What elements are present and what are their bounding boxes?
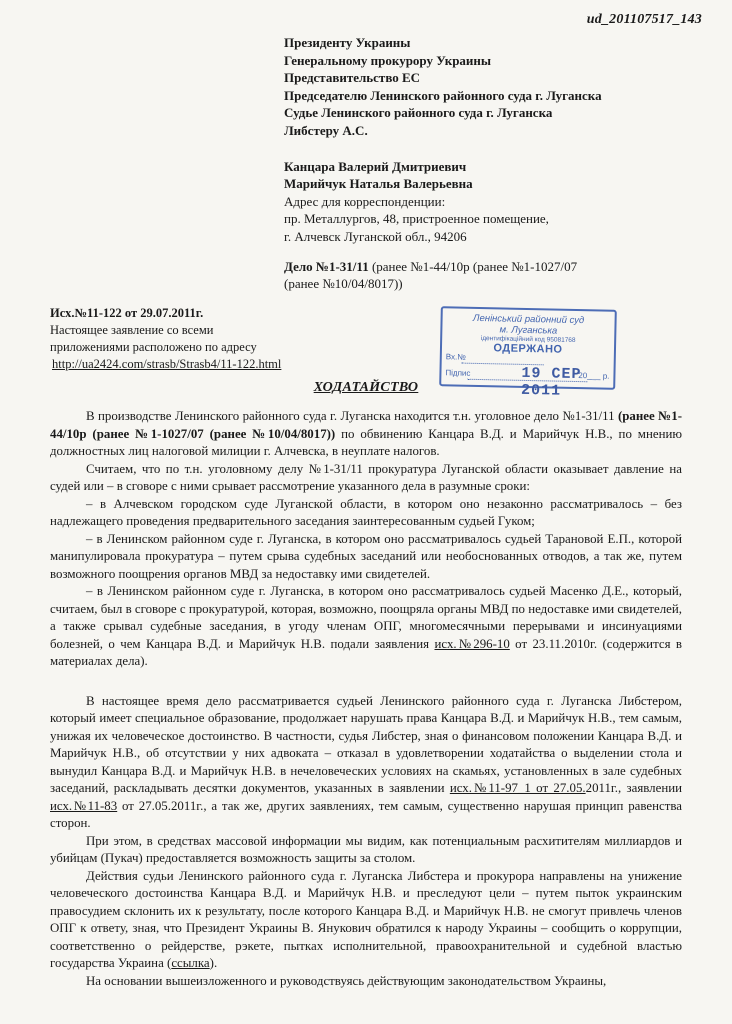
document-link[interactable]: исх.№296-10 bbox=[434, 636, 510, 651]
paragraph: При этом, в средствах массовой информации мы видим, как потенциальным расхитителям миллиардов и убийцам (Пукач) предоставляется возможность защиты за столом. bbox=[50, 833, 682, 865]
sender-name: Марийчук Наталья Валерьевна bbox=[284, 176, 473, 192]
paragraph: – в Ленинском районном суде г. Луганска, в котором оно рассматривалось судьей Тарановой Е.П., которой манипулировала прокуратура – путем срыва судебных заседаний или необоснованных отводов, а так же, путем возможного поощрения органов МВД за недоставку ими свидетелей. bbox=[50, 531, 682, 581]
paragraph: На основании вышеизложенного и руководствуясь действующим законодательством Украины, bbox=[86, 973, 607, 988]
recipient-line: Президенту Украины bbox=[284, 35, 411, 50]
court-received-stamp bbox=[439, 306, 617, 400]
address-line: пр. Металлургов, 48, пристроенное помещение, bbox=[284, 211, 549, 227]
reference-note: приложениями расположено по адресу bbox=[50, 340, 257, 354]
paragraph: – в Ленинском районном суде г. Луганска, в котором оно рассматривалось судьей Масенко Д.Е., который, считаем, был в сговоре с прокуратурой, которая, возможно, поощряла органы МВД по недоставке ими свидетелей, а также срывал судебные заседания, в угоду членам ОПГ, многомесячными перерывами и инсинуациями болезней, о чем Канцара В.Д. и Марийчук Н.В. подали заявления исх.№296-10 от 23.11.2010г. (содержится в материалах дела). bbox=[50, 584, 682, 668]
document-body bbox=[50, 408, 682, 990]
source-link[interactable]: ссылка bbox=[171, 956, 210, 970]
stamp-court-name: Ленінський районний суд bbox=[472, 312, 585, 327]
paragraph: В настоящее время дело рассматривается судьей Ленинского районного суда г. Луганска Либстером, который имеет специальное образование, продолжает нарушать права Канцара В.Д. и Марийчук Н.В., тем самым, унижая их человеческое достоинство. В частности, судья Либстер, зная о финансовом положении Канцара В.Д. и Марийчук Н.В., об отсутствии у них адвоката – отказал в удовлетворении ходатайства о выделении стола и вынудил Канцара В.Д. и Марийчук Н.В. в нечеловеческих условиях на скамьях, установленных в зале судебных заседаний, раскладывать десятки документов, указанных в заявлении исх.№11-97_1 от 27.05.2011г., заявлении исх.№11-83 от 27.05.2011г., а так же, других заявлениях, тем самым, существенно нарушая принцип равенства сторон. bbox=[50, 693, 683, 830]
stamp-status: ОДЕРЖАНО bbox=[493, 342, 563, 356]
reference-number: Исх.№11-122 от 29.07.2011г. bbox=[50, 306, 204, 320]
address-line: г. Алчевск Луганской обл., 94206 bbox=[284, 228, 467, 244]
stamp-sign-label: Підпис bbox=[445, 368, 471, 378]
case-number-continued: (ранее №10/04/8017)) bbox=[284, 276, 403, 292]
address-label: Адрес для корреспонденции: bbox=[284, 193, 446, 209]
stamp-date: 19 СЕР 2011 bbox=[520, 364, 582, 400]
addressee-block bbox=[284, 34, 714, 293]
stamp-year-suffix: 20___ р. bbox=[578, 371, 610, 381]
document-link[interactable]: исх.№11-83 bbox=[50, 798, 118, 813]
stamp-in-label: Вх.№ bbox=[445, 352, 466, 362]
reference-url-link[interactable]: http://ua2424.com/strasb/Strasb4/11-122.html bbox=[52, 357, 282, 371]
recipient-line: Генеральному прокурору Украины bbox=[284, 52, 492, 68]
stamp-city: м. Луганська bbox=[499, 324, 558, 337]
paragraph: Считаем, что по т.н. уголовному делу №1-31/11 прокуратура Луганской области оказывает давление на судей или – в сговоре с ними срывает рассмотрение указанного дела в разумные сроки: bbox=[50, 461, 682, 493]
sender-name: Канцара Валерий Дмитриевич bbox=[284, 158, 467, 174]
reference-note: Настоящее заявление со всеми bbox=[50, 323, 214, 337]
stamp-code: ідентифікаційний код 95081768 bbox=[480, 335, 576, 344]
paragraph: Действия судьи Ленинского районного суда г. Луганска Либстера и прокурора направлены на унижение человеческого достоинства Канцара В.Д. и Марийчук Н.В. и преследуют цели – путем пыток украинским правосудием склонить их к результату, после которого Канцара В.Д. и Марийчук Н.В. не смогут привлечь членов ОПГ к ответу, зная, что Президент Украины В. Янукович обратился к народу Украины – сообщить о коррупции, соответственно о рейдерстве, рэкете, пытках исполнительной, правоохранительной и судебной властью государства Украина (ссылка). bbox=[50, 868, 682, 970]
paragraph: – в Алчевском городском суде Луганской области, в котором оно незаконно рассматривалось – без надлежащего проведения предварительного заседания заинтересованным судьей Гуком; bbox=[50, 496, 682, 528]
outgoing-reference bbox=[50, 305, 350, 373]
case-number: Дело №1-31/11 (ранее №1-44/10р (ранее №1-1027/07 bbox=[284, 258, 578, 274]
document-link[interactable]: исх.№11-97_1 от 27.05. bbox=[449, 781, 586, 795]
recipient-line: Председателю Ленинского районного суда г. Луганска bbox=[284, 87, 602, 103]
document-title: ХОДАТАЙСТВО bbox=[313, 380, 419, 395]
document-id: ud_201107517_143 bbox=[586, 12, 702, 27]
recipient-line: Судье Ленинского районного суда г. Луганска bbox=[284, 105, 553, 121]
recipient-line: Представительство ЕС bbox=[284, 70, 421, 86]
paragraph: В производстве Ленинского районного суда г. Луганска находится т.н. уголовное дело №1-31/11 (ранее №1-44/10р (ранее №1-1027/07 (ранее №10/04/8017)) по обвинению Канцара В.Д. и Марийчук Н.В., по мнению должностных лиц налоговой милиции г. Алчевска, в неуплате налогов. bbox=[50, 409, 683, 458]
recipient-line: Либстеру А.С. bbox=[284, 122, 368, 138]
